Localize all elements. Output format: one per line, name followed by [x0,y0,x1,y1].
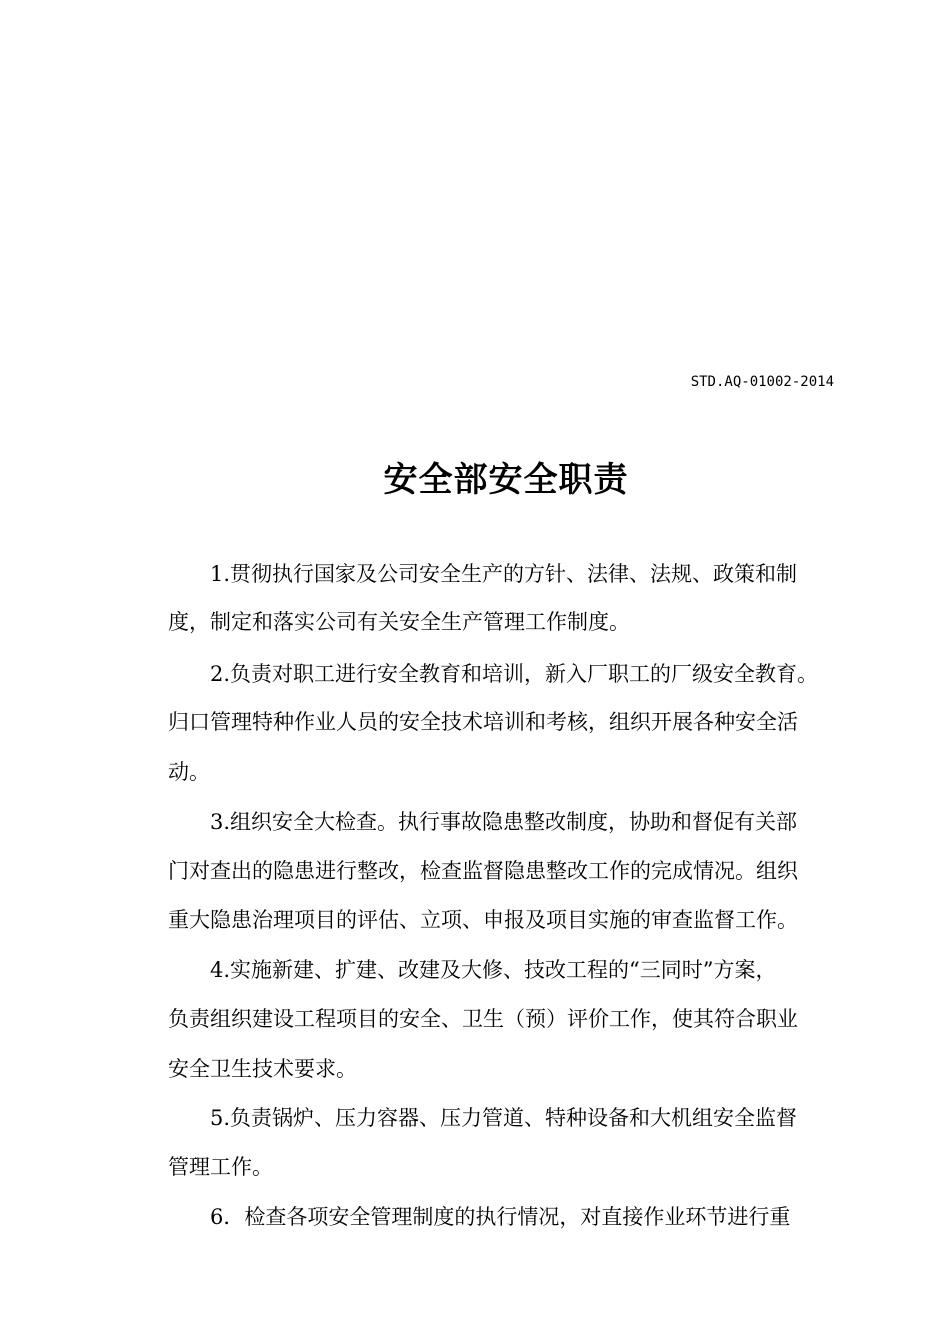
paragraph-2-line-3: 动。 [168,760,210,784]
paragraph-3-line-2: 门对查出的隐患进行整改，检查监督隐患整改工作的完成情况。组织 [168,859,798,883]
paragraph-5-line-2: 管理工作。 [168,1155,273,1179]
paragraph-2-line-2: 归口管理特种作业人员的安全技术培训和考核，组织开展各种安全活 [168,710,798,734]
document-title: 安全部安全职责 [383,460,629,500]
paragraph-3-line-3: 重大隐患治理项目的评估、立项、申报及项目实施的审查监督工作。 [168,908,798,932]
paragraph-4-line-1: 4.实施新建、扩建、改建及大修、技改工程的“三同时”方案， [210,958,777,982]
paragraph-1-line-2: 度，制定和落实公司有关安全生产管理工作制度。 [168,610,630,634]
paragraph-5-line-1: 5.负责锅炉、压力容器、压力管道、特种设备和大机组安全监督 [210,1106,798,1130]
paragraph-2-line-1: 2.负责对职工进行安全教育和培训，新入厂职工的厂级安全教育。 [210,662,819,686]
paragraph-3-line-1: 3.组织安全大检查。执行事故隐患整改制度，协助和督促有关部 [210,810,798,834]
paragraph-6-line-1: 6．检查各项安全管理制度的执行情况，对直接作业环节进行重 [210,1205,791,1229]
document-code: STD.AQ-01002-2014 [690,374,834,390]
paragraph-4-line-3: 安全卫生技术要求。 [168,1057,357,1081]
paragraph-1-line-1: 1.贯彻执行国家及公司安全生产的方针、法律、法规、政策和制 [210,562,798,586]
paragraph-4-line-2: 负责组织建设工程项目的安全、卫生（预）评价工作，使其符合职业 [168,1007,798,1031]
